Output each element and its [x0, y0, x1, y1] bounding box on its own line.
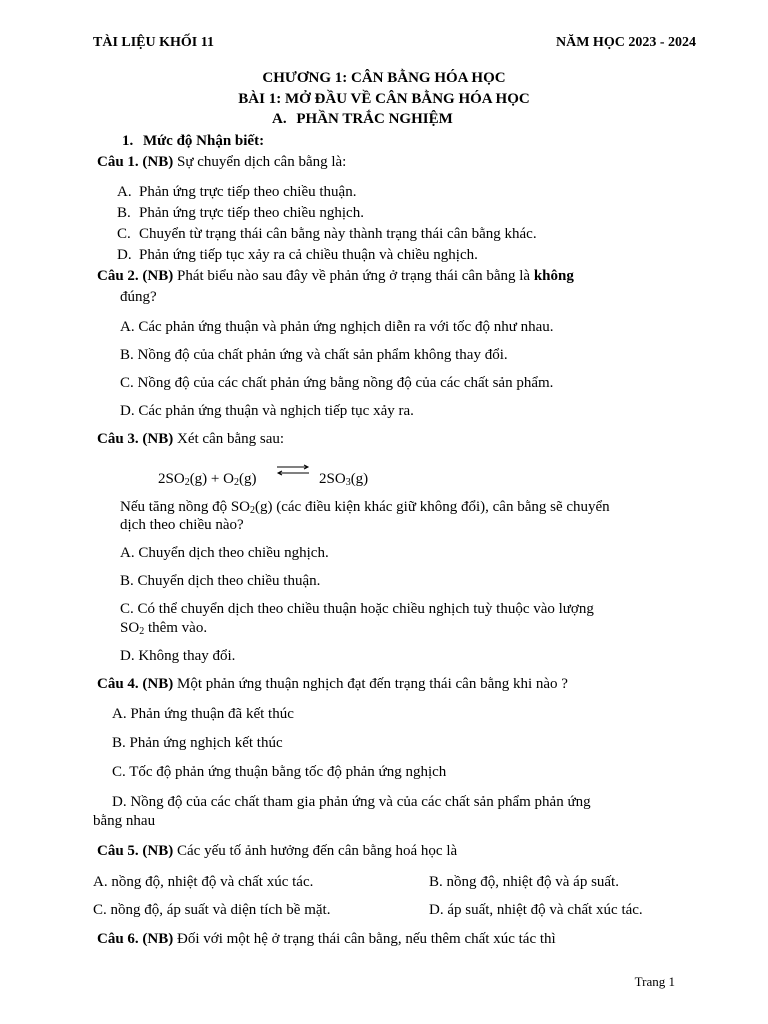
document-header-left: TÀI LIỆU KHỐI 11 — [93, 35, 214, 50]
question-label: Câu 3. (NB) — [97, 431, 174, 447]
q3-option-b: B. Chuyển dịch theo chiều thuận. — [120, 573, 321, 589]
q5-option-a: A. nồng độ, nhiệt độ và chất xúc tác. — [93, 874, 314, 890]
question-2-continuation: đúng? — [120, 289, 157, 305]
option-letter: B. — [117, 205, 131, 221]
q2-option-a: A. Các phản ứng thuận và phản ứng nghịch diễn ra với tốc độ như nhau. — [120, 319, 554, 335]
q4-option-b: B. Phản ứng nghịch kết thúc — [112, 735, 283, 751]
question-label: Câu 5. (NB) — [97, 843, 174, 859]
q4-option-d-line-2: bằng nhau — [93, 813, 156, 829]
question-label: Câu 6. (NB) — [97, 931, 174, 947]
question-5 — [97, 842, 457, 861]
option-letter: A. — [117, 184, 132, 200]
q2-option-b: B. Nồng độ của chất phản ứng và chất sản phẩm không thay đổi. — [120, 347, 508, 363]
reactant-o: (g) + O — [189, 471, 234, 487]
question-4 — [97, 675, 568, 694]
product-end: (g) — [350, 471, 369, 487]
part-marker: A. — [272, 111, 287, 127]
question-text: Đối với một hệ ở trạng thái cân bằng, nếu thêm chất xúc tác thì — [173, 931, 556, 947]
prompt-text: Nếu tăng nồng độ SO — [120, 499, 250, 515]
option-letter: D. — [117, 247, 132, 263]
question-label: Câu 4. (NB) — [97, 676, 174, 692]
reactant-end: (g) — [238, 471, 257, 487]
q1-option-a — [117, 183, 357, 202]
option-letter: C. — [117, 226, 131, 242]
question-2 — [97, 267, 574, 286]
q1-option-c — [117, 225, 537, 244]
page-number: Trang 1 — [634, 974, 675, 989]
q1-option-d — [117, 246, 478, 265]
question-text: Các yếu tố ảnh hưởng đến cân bằng hoá học là — [173, 843, 458, 859]
level-heading — [122, 132, 264, 151]
subscript: 2 — [250, 505, 255, 516]
product-so: 2SO — [319, 471, 346, 487]
option-text: SO — [120, 620, 140, 636]
question-text: Sự chuyển dịch cân bằng là: — [173, 154, 347, 170]
reactant-so: 2SO — [158, 471, 185, 487]
question-label: Câu 2. (NB) — [97, 268, 174, 284]
q3-option-a: A. Chuyển dịch theo chiều nghịch. — [120, 545, 329, 561]
document-header-right: NĂM HỌC 2023 - 2024 — [556, 35, 696, 50]
q5-option-d: D. áp suất, nhiệt độ và chất xúc tác. — [429, 902, 643, 918]
q3-option-c-line-2 — [120, 619, 207, 638]
question-text: Phát biểu nào sau đây về phản ứng ở trạng thái cân bằng là — [173, 268, 534, 284]
question-text: Xét cân bằng sau: — [173, 431, 285, 447]
question-3-prompt-line-1 — [120, 498, 610, 517]
subscript: 3 — [345, 477, 351, 488]
level-marker: 1. — [122, 133, 134, 149]
question-3 — [97, 430, 284, 449]
q3-option-c-line-1: C. Có thể chuyển dịch theo chiều thuận hoặc chiều nghịch tuỳ thuộc vào lượng — [120, 601, 594, 617]
part-title: PHẦN TRẮC NGHIỆM — [296, 111, 453, 127]
option-text: Chuyển từ trạng thái cân bằng này thành trạng thái cân bằng khác. — [139, 226, 537, 242]
q5-option-b: B. nồng độ, nhiệt độ và áp suất. — [429, 874, 619, 890]
subscript: 2 — [139, 626, 145, 637]
equilibrium-arrow-icon — [275, 464, 311, 476]
q4-option-c: C. Tốc độ phản ứng thuận bằng tốc độ phản ứng nghịch — [112, 764, 447, 780]
option-text: Phản ứng trực tiếp theo chiều thuận. — [139, 184, 357, 200]
prompt-text: (g) (các điều kiện khác giữ không đổi), cân bằng sẽ chuyển — [255, 499, 610, 515]
q3-option-d: D. Không thay đổi. — [120, 648, 236, 664]
chapter-title: CHƯƠNG 1: CÂN BẰNG HÓA HỌC — [262, 70, 506, 86]
q4-option-a: A. Phản ứng thuận đã kết thúc — [112, 706, 294, 722]
equation-reactants — [158, 470, 256, 489]
part-heading — [272, 110, 453, 129]
q1-option-b — [117, 204, 364, 223]
emphasis-word: không — [533, 268, 574, 284]
subscript: 2 — [233, 477, 239, 488]
subscript: 2 — [184, 477, 190, 488]
lesson-title: BÀI 1: MỞ ĐẦU VỀ CÂN BẰNG HÓA HỌC — [238, 91, 530, 107]
option-text: Phản ứng tiếp tục xảy ra cả chiều thuận và chiều nghịch. — [139, 247, 478, 263]
question-label: Câu 1. (NB) — [97, 154, 174, 170]
equation-product — [319, 470, 368, 489]
question-1 — [97, 153, 346, 172]
question-6 — [97, 930, 556, 949]
q5-option-c: C. nồng độ, áp suất và diện tích bề mặt. — [93, 902, 331, 918]
option-text: thêm vào. — [144, 620, 208, 636]
question-3-prompt-line-2: dịch theo chiều nào? — [120, 517, 244, 533]
q2-option-c: C. Nồng độ của các chất phản ứng bằng nồng độ của các chất sản phẩm. — [120, 375, 554, 391]
q2-option-d: D. Các phản ứng thuận và nghịch tiếp tục xảy ra. — [120, 403, 414, 419]
q4-option-d-line-1: D. Nồng độ của các chất tham gia phản ứng và của các chất sản phẩm phản ứng — [112, 794, 591, 810]
option-text: Phản ứng trực tiếp theo chiều nghịch. — [139, 205, 364, 221]
question-text: Một phản ứng thuận nghịch đạt đến trạng thái cân bằng khi nào ? — [173, 676, 568, 692]
level-label: Mức độ Nhận biết: — [143, 133, 265, 149]
